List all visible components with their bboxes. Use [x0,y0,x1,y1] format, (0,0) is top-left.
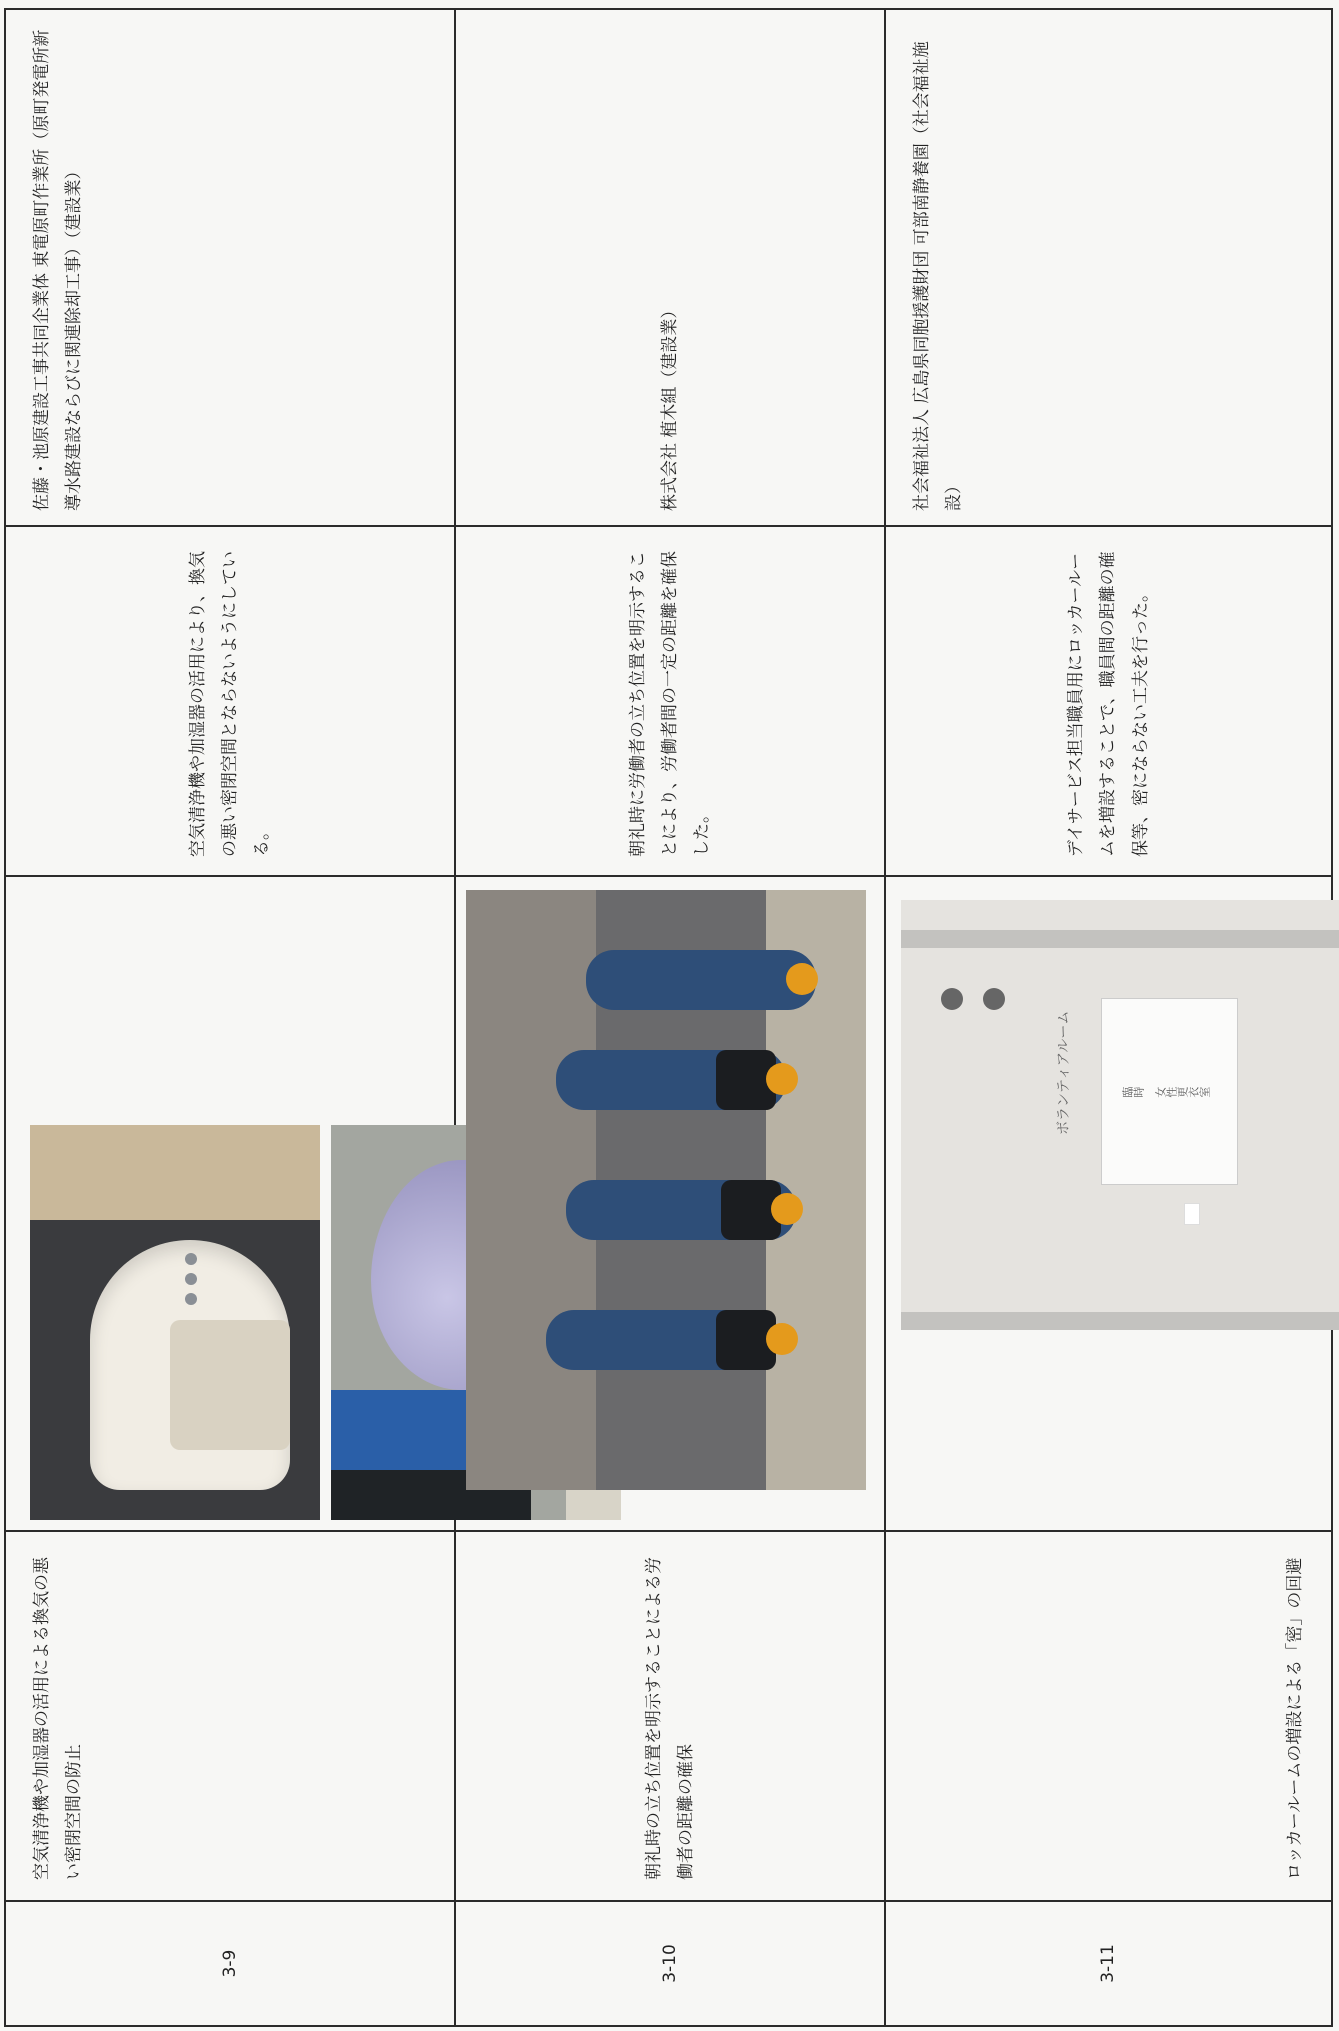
case-description: 朝礼時に労働者の立ち位置を明示することにより、労働者間の一定の距離を確保した。 [627,551,713,857]
sign-label: 臨時 女性更衣室 [1122,1086,1210,1100]
air-purifier-photo [30,1125,320,1520]
row-number: 3-10 [455,1901,885,2026]
cases-table [4,8,1333,2027]
door-label: ボランティアルーム [1056,1010,1072,1135]
organization-name: 社会福祉法人 広島県同胞援護財団 可部南静養園（社会福祉施設） [912,41,965,511]
description-cell [455,526,885,876]
case-title: ロッカールームの増設による「密」の回避 [1284,1557,1305,1880]
organization-cell [5,9,455,526]
case-title: 朝礼時の立ち位置を明示することによる労働者の距離の確保 [643,1557,696,1880]
case-description: デイサービス担当職員用にロッカールームを増設することで、職員間の距離の確保等、密にならない工夫を行った。 [1066,551,1151,857]
case-description: 空気清浄機や加湿器の活用により、換気の悪い密閉空間とならないようにしている。 [187,551,273,857]
description-cell [885,526,1332,876]
locker-room-door-photo [901,900,1339,1330]
photo-cell [455,876,885,1531]
case-title-cell [455,1531,885,1901]
photo-cell [885,876,1332,1531]
organization-name: 株式会社 植木組（建設業） [659,301,680,511]
photo-cell [5,876,455,1531]
case-title-cell [5,1531,455,1901]
case-title: 空気清浄機や加湿器の活用による換気の悪い密閉空間の防止 [32,1557,85,1880]
organization-cell [885,9,1332,526]
row-number: 3-11 [885,1901,1332,2026]
description-cell [5,526,455,876]
table-row [455,9,885,2026]
organization-cell [455,9,885,526]
temporary-sign [1101,998,1238,1185]
table-row [5,9,455,2026]
case-title-cell [885,1531,1332,1901]
organization-name: 佐藤・池原建設工事共同企業体 東電原町作業所（原町発電所新導水路建設ならびに関連除却工事）（建設業） [32,29,85,511]
morning-meeting-photo [466,890,866,1490]
table-row [885,9,1332,2026]
row-number: 3-9 [5,1901,455,2026]
